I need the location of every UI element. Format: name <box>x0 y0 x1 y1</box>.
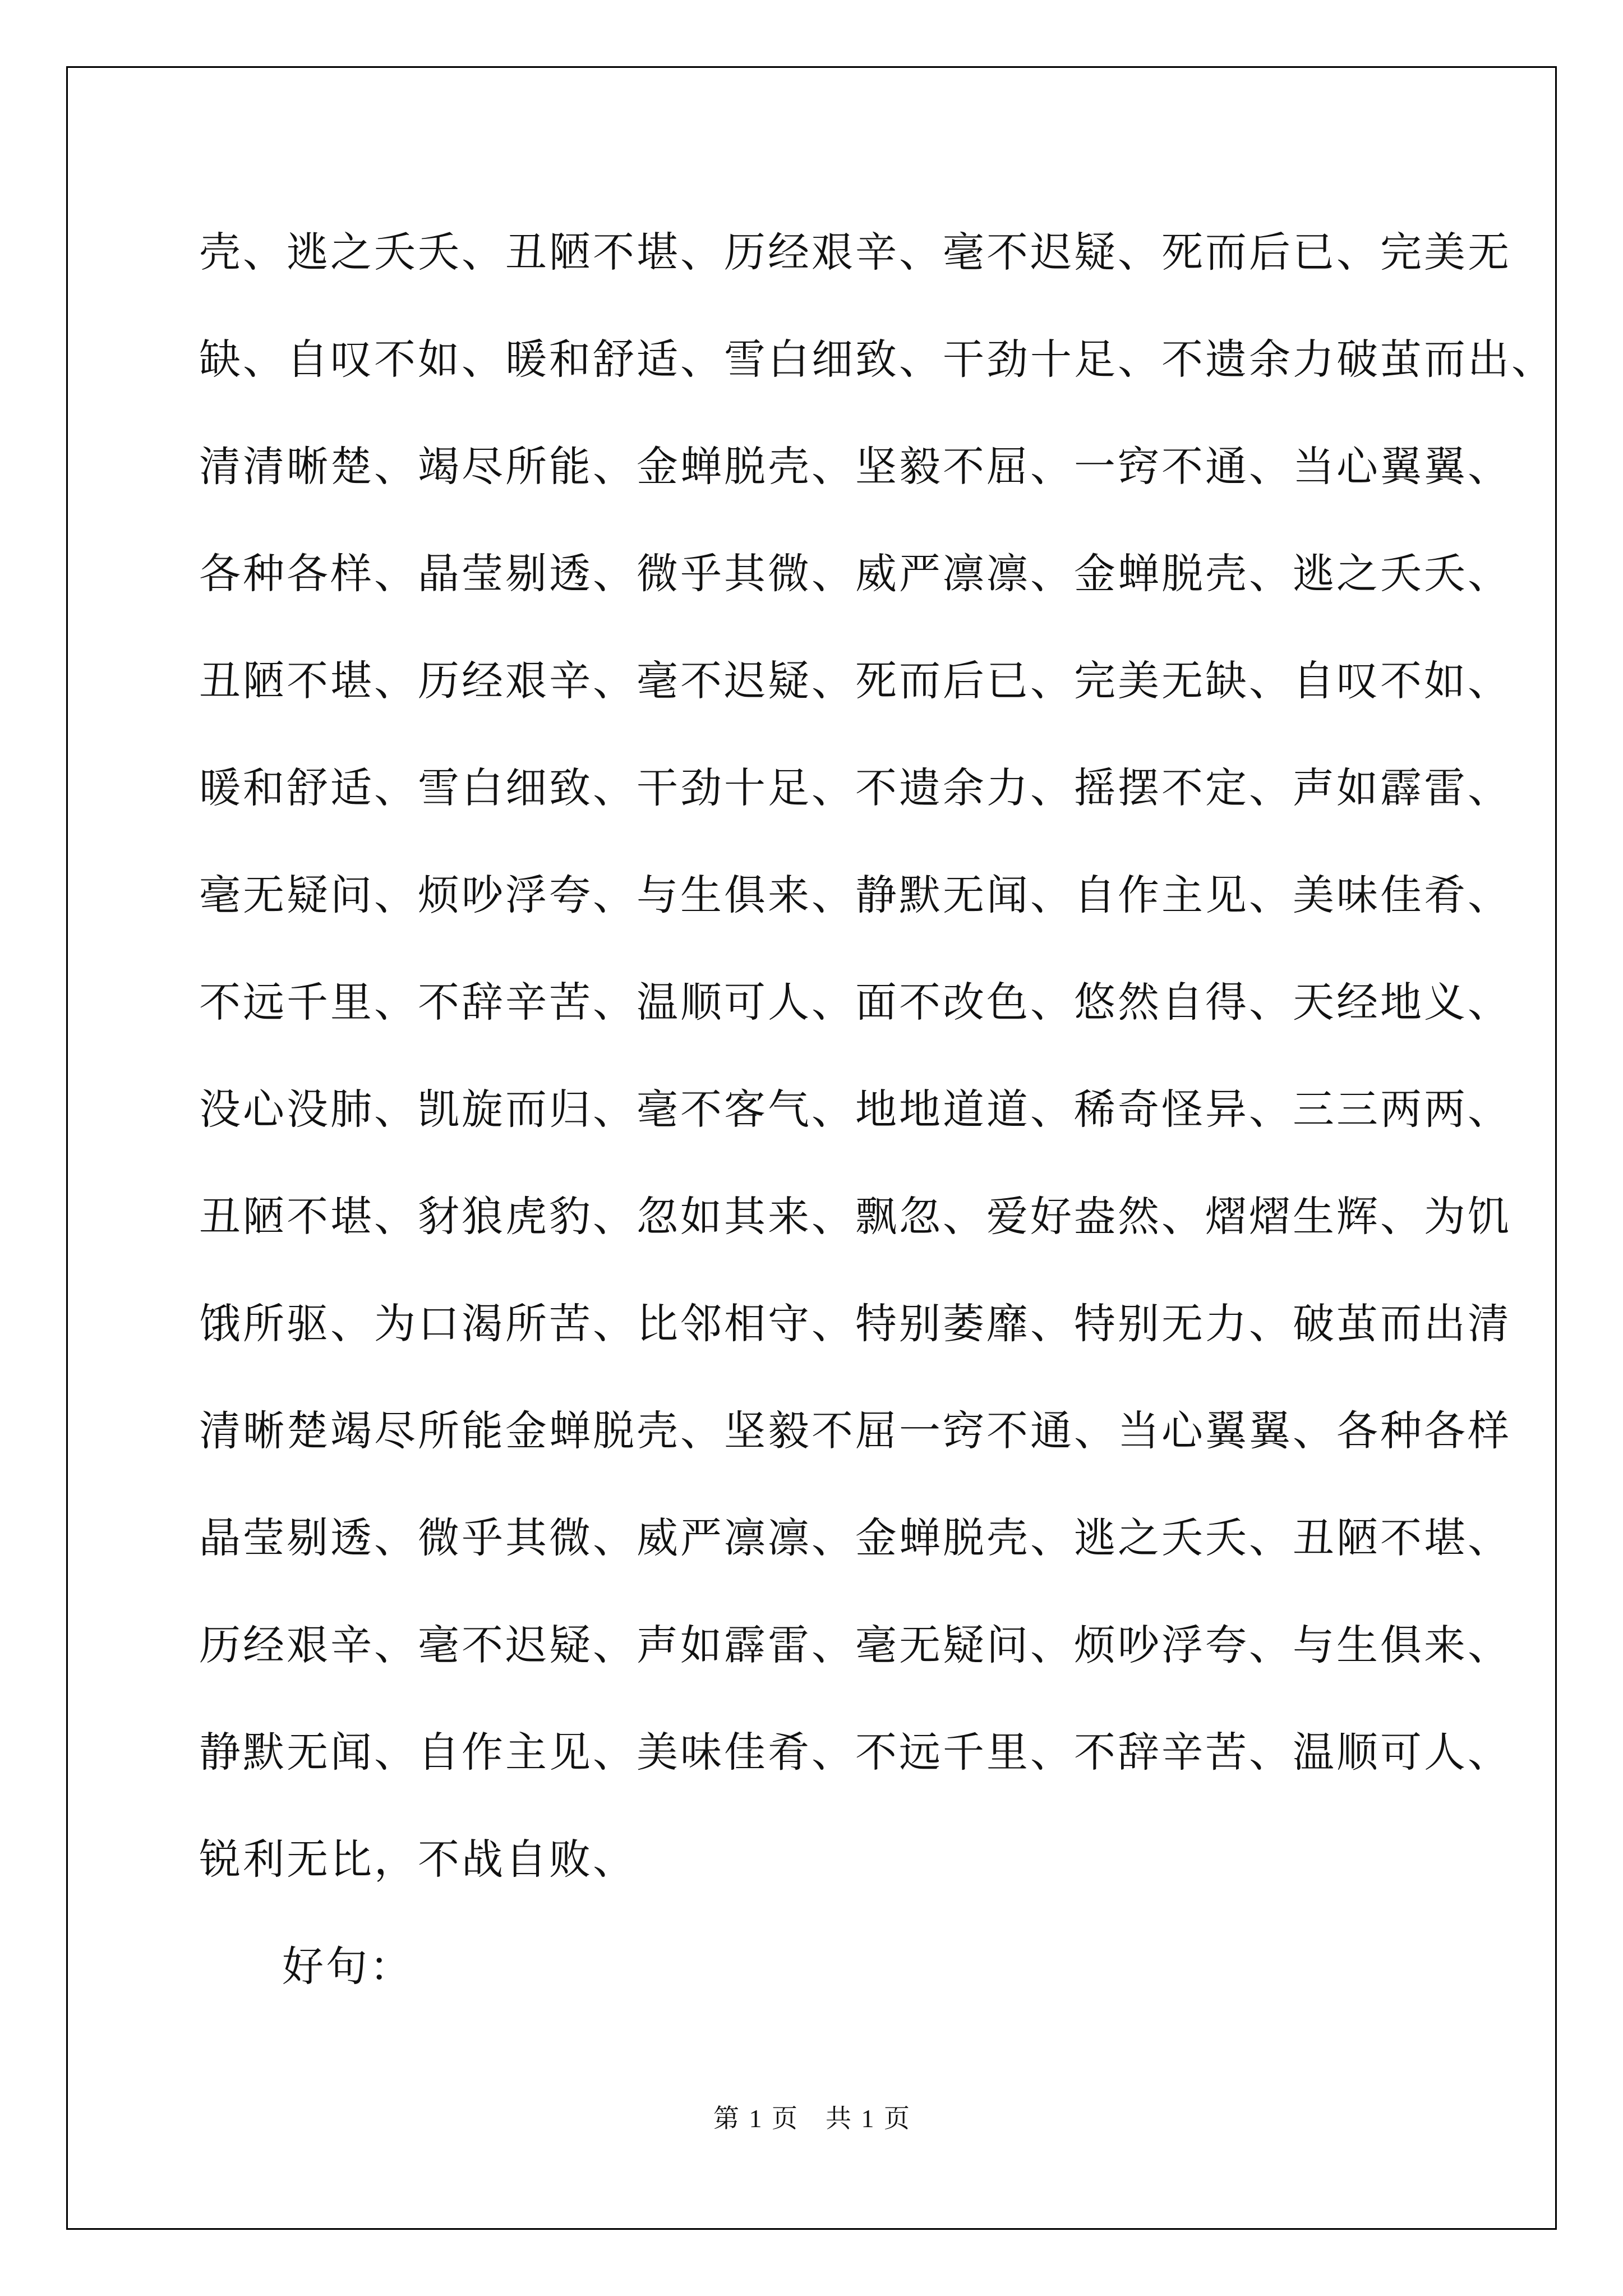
document-body <box>199 216 1555 2037</box>
text-line: 不远千里、不辞辛苦、温顺可人、面不改色、悠然自得、天经地义、 <box>199 978 1511 1027</box>
text-line: 毫无疑问、烦吵浮夸、与生俱来、静默无闻、自作主见、美味佳肴、 <box>199 871 1511 919</box>
text-line: 历经艰辛、毫不迟疑、声如霹雷、毫无疑问、烦吵浮夸、与生俱来、 <box>199 1621 1511 1669</box>
text-line: 静默无闻、自作主见、美味佳肴、不远千里、不辞辛苦、温顺可人、 <box>199 1728 1511 1777</box>
text-line: 丑陋不堪、历经艰辛、毫不迟疑、死而后已、完美无缺、自叹不如、 <box>199 657 1511 705</box>
text-line: 缺、自叹不如、暖和舒适、雪白细致、干劲十足、不遗余力破茧而出、 <box>199 335 1555 384</box>
section-heading-good-sentences: 好句： <box>282 1943 413 1991</box>
text-line: 饿所驱、为口渴所苦、比邻相守、特别萎靡、特别无力、破茧而出清 <box>199 1300 1511 1348</box>
text-line: 锐利无比，不战自败、 <box>199 1835 637 1884</box>
page-footer <box>0 2098 1623 2135</box>
text-line: 各种各样、晶莹剔透、微乎其微、威严凛凛、金蝉脱壳、逃之夭夭、 <box>199 550 1511 598</box>
text-line: 清晰楚竭尽所能金蝉脱壳、坚毅不屈一窍不通、当心翼翼、各种各样 <box>199 1407 1511 1455</box>
text-line: 清清晰楚、竭尽所能、金蝉脱壳、坚毅不屈、一窍不通、当心翼翼、 <box>199 443 1511 491</box>
text-line: 壳、逃之夭夭、丑陋不堪、历经艰辛、毫不迟疑、死而后已、完美无 <box>199 228 1511 277</box>
text-line: 丑陋不堪、豺狼虎豹、忽如其来、飘忽、爱好盎然、熠熠生辉、为饥 <box>199 1193 1511 1241</box>
text-line: 没心没肺、凯旋而归、毫不客气、地地道道、稀奇怪异、三三两两、 <box>199 1085 1511 1134</box>
text-line: 暖和舒适、雪白细致、干劲十足、不遗余力、摇摆不定、声如霹雷、 <box>199 764 1511 812</box>
page-number: 第 1 页 <box>713 2104 797 2133</box>
text-line: 晶莹剔透、微乎其微、威严凛凛、金蝉脱壳、逃之夭夭、丑陋不堪、 <box>199 1514 1511 1562</box>
page-total: 共 1 页 <box>826 2104 910 2133</box>
